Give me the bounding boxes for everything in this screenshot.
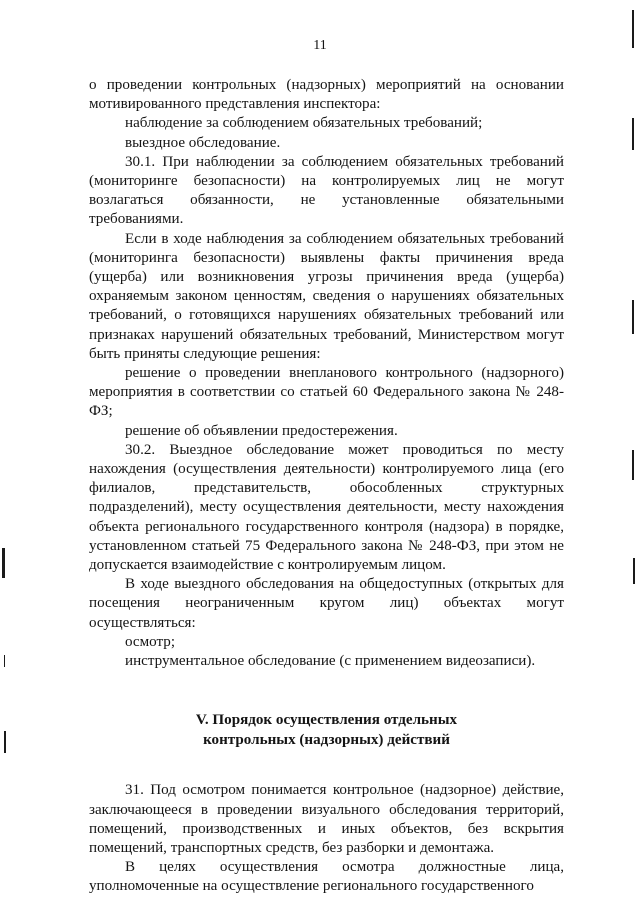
paragraph: В целях осуществления осмотра должностные лица, уполномоченные на осуществление регионального государственного — [89, 859, 564, 895]
section-heading-line: V. Порядок осуществления отдельных — [195, 712, 458, 729]
paragraph-31: 31. Под осмотром понимается контрольное (надзорное) действие, заключающееся в проведении визуального обследования территорий, помещений, производственных и иных объектов, без вскрытия помещений, транспортных средств, без разборки и демонтажа. — [89, 782, 564, 856]
paragraph: наблюдение за соблюдением обязательных требований; — [125, 115, 483, 132]
scan-edge-mark — [632, 450, 634, 480]
paragraph: В ходе выездного обследования на общедоступных (открытых для посещения неограниченным кругом лиц) объектах могут осуществляться: — [89, 576, 564, 631]
paragraph-30-1: 30.1. При наблюдении за соблюдением обязательных требований (мониторинге безопасности) на контролируемых лиц не могут возлагаться обязанности, не установленные обязательными требованиями. — [89, 153, 564, 228]
page-number: 11 — [313, 38, 327, 53]
scan-edge-mark — [632, 10, 634, 48]
paragraph-30-2: 30.2. Выездное обследование может проводиться по месту нахождения (осуществления деятельности) контролируемого лица (его филиалов, представительств, обособленных структурных подразделений), месту осуществления деятельности, месту нахождения объекта регионального государственного контроля (надзора) в порядке, установленном статьей 75 Федерального закона № 248-ФЗ, при этом не допускается взаимодействие с контролируемым лицом. — [89, 441, 564, 574]
paragraph: Если в ходе наблюдения за соблюдением обязательных требований (мониторинга безопасности) выявлены факты причинения вреда (ущерба) или возникновения угрозы причинения вреда (ущерба) охраняемым законом ценностям, сведения о нарушениях обязательных требований, о готовящихся нарушениях обязательных требований или признаках нарушений обязательных требований, Министерством могут быть приняты следующие решения: — [89, 230, 564, 362]
paragraph: осмотр; — [125, 633, 176, 650]
scan-edge-mark — [632, 300, 634, 334]
scan-edge-mark — [633, 558, 635, 584]
paragraph: решение о проведении внепланового контрольного (надзорного) мероприятия в соответствии со статьей 60 Федерального закона № 248-ФЗ; — [89, 365, 564, 420]
scan-edge-mark — [4, 731, 6, 753]
paragraph: выездное обследование. — [125, 134, 281, 151]
section-heading-line: контрольных (надзорных) действий — [203, 732, 450, 749]
paragraph: решение об объявлении предостережения. — [125, 422, 398, 439]
scan-edge-mark — [632, 118, 634, 150]
scan-edge-mark — [2, 548, 5, 578]
document-body — [89, 76, 564, 897]
section-heading — [89, 710, 564, 750]
paragraph: инструментальное обследование (с применением видеозаписи). — [125, 653, 536, 670]
scan-edge-mark — [4, 655, 5, 667]
paragraph: о проведении контрольных (надзорных) мероприятий на основании мотивированного представления инспектора: — [89, 77, 564, 113]
